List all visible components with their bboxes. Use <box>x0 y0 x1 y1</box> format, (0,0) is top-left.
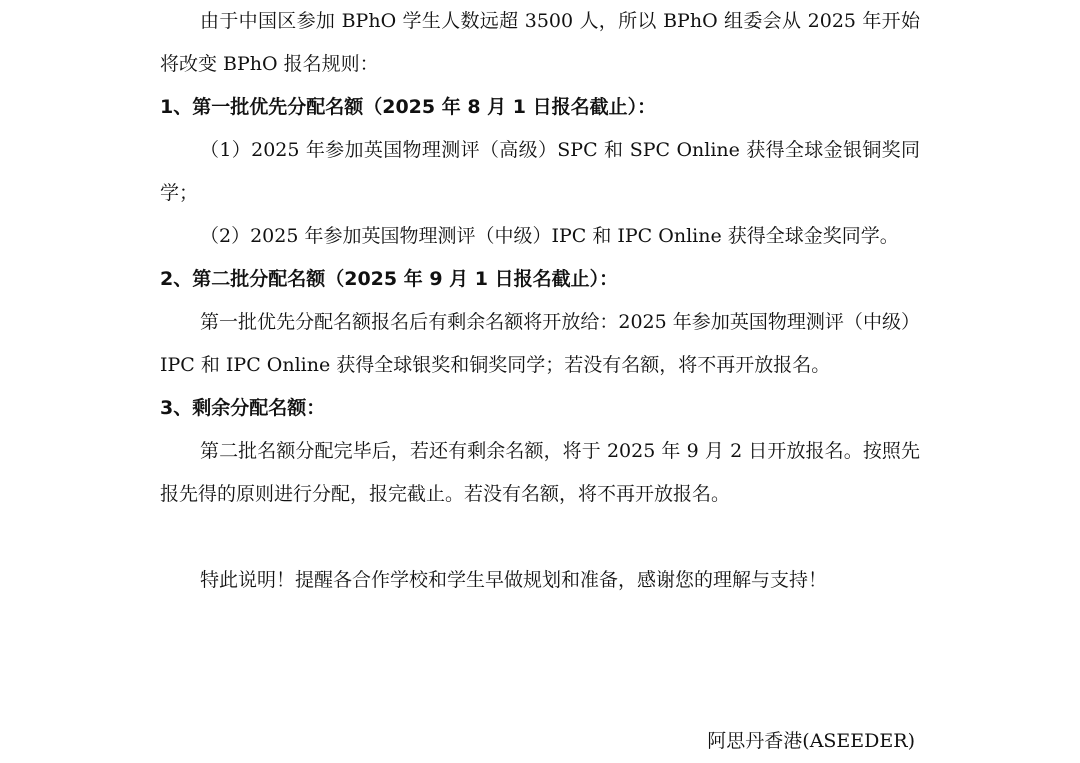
section-3-item-1: 第二批名额分配完毕后，若还有剩余名额，将于 2025 年 9 月 2 日开放报名。按照先报先得的原则进行分配，报完截止。若没有名额，将不再开放报名。 <box>160 440 920 505</box>
spacer <box>160 516 920 559</box>
section-heading-1: 1、第一批优先分配名额（2025 年 8 月 1 日报名截止）： <box>160 96 657 118</box>
closing-paragraph: 特此说明！提醒各合作学校和学生早做规划和准备，感谢您的理解与支持！ <box>200 569 828 591</box>
section-heading-2: 2、第二批分配名额（2025 年 9 月 1 日报名截止）： <box>160 268 619 290</box>
signature: 阿思丹香港(ASEEDER) <box>707 730 915 752</box>
section-2-item-1: 第一批优先分配名额报名后有剩余名额将开放给：2025 年参加英国物理测评（中级）IPC 和 IPC Online 获得全球银奖和铜奖同学；若没有名额，将不再开放报名。 <box>160 311 920 376</box>
section-heading-3: 3、剩余分配名额： <box>160 397 326 419</box>
section-1-item-1: （1）2025 年参加英国物理测评（高级）SPC 和 SPC Online 获得全球金银铜奖同学； <box>160 139 920 204</box>
document-body <box>160 0 920 602</box>
section-1-item-2: （2）2025 年参加英国物理测评（中级）IPC 和 IPC Online 获得全球金奖同学。 <box>200 225 899 247</box>
intro-paragraph: 由于中国区参加 BPhO 学生人数远超 3500 人，所以 BPhO 组委会从 2025 年开始将改变 BPhO 报名规则： <box>160 10 920 75</box>
